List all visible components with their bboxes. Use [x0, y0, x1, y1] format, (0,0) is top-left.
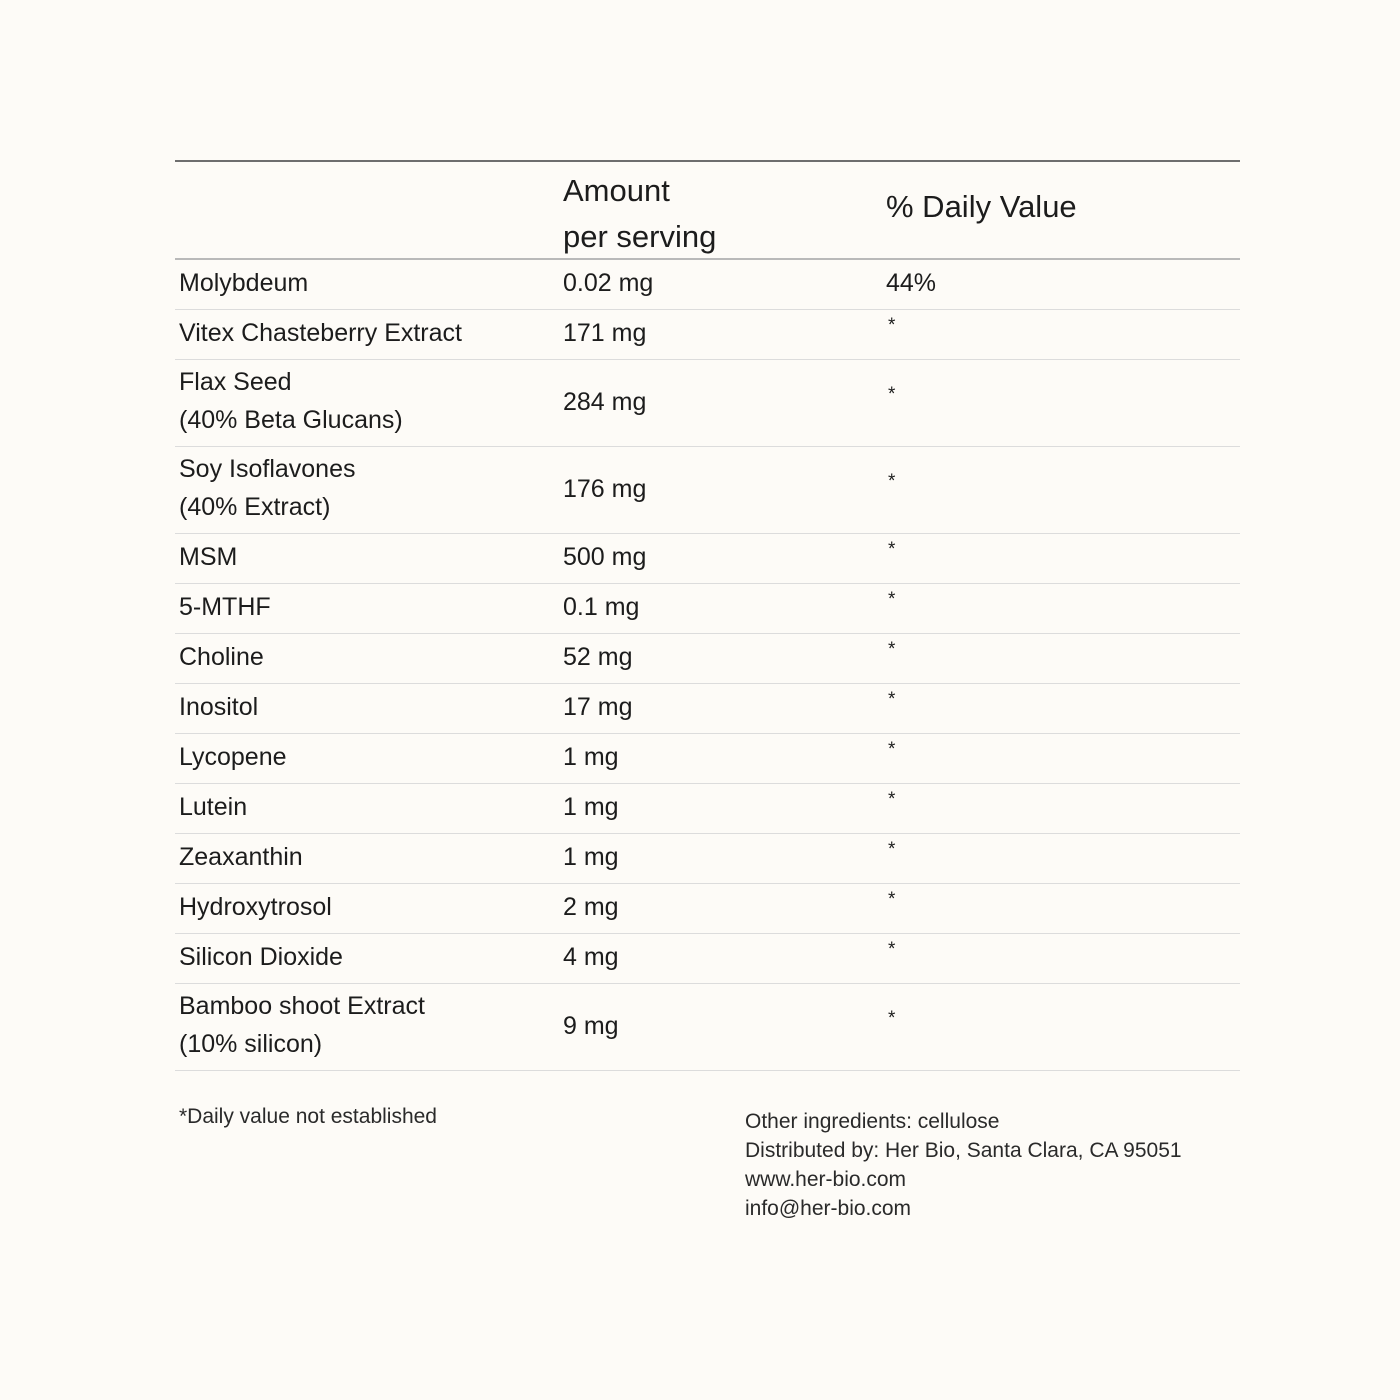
- ingredient-daily-value: *: [888, 384, 896, 405]
- ingredient-daily-value: *: [888, 1008, 896, 1029]
- header-daily-value: % Daily Value: [886, 189, 1077, 224]
- ingredient-name-line: Lycopene: [179, 743, 287, 771]
- table-row: [175, 784, 1240, 834]
- ingredient-daily-value: *: [888, 471, 896, 492]
- ingredient-name-line: Vitex Chasteberry Extract: [179, 319, 462, 347]
- ingredient-name-line: Molybdeum: [179, 269, 309, 297]
- ingredient-name: [175, 584, 563, 633]
- ingredient-name-line: (40% Extract): [179, 493, 331, 521]
- ingredient-name-line: (40% Beta Glucans): [179, 406, 403, 434]
- ingredient-daily-value: *: [888, 889, 896, 910]
- ingredient-name-line: Lutein: [179, 793, 248, 821]
- table-row: [175, 447, 1240, 534]
- ingredient-daily-value-cell: [886, 934, 1240, 983]
- ingredient-name: [175, 447, 563, 533]
- ingredient-name: [175, 310, 563, 359]
- ingredient-daily-value-cell: [886, 984, 1240, 1070]
- ingredient-daily-value: *: [888, 539, 896, 560]
- header-amount-line1: Amount: [563, 173, 670, 208]
- ingredient-amount: 176 mg: [563, 475, 647, 503]
- ingredient-amount: 4 mg: [563, 943, 619, 971]
- table-row: [175, 734, 1240, 784]
- ingredient-name-line: Zeaxanthin: [179, 843, 303, 871]
- ingredient-name-line: Flax Seed: [179, 368, 292, 396]
- table-row: [175, 534, 1240, 584]
- ingredient-daily-value-cell: [886, 584, 1240, 633]
- ingredient-amount: 2 mg: [563, 893, 619, 921]
- ingredient-amount: 0.1 mg: [563, 593, 640, 621]
- ingredient-amount: 284 mg: [563, 388, 647, 416]
- ingredient-daily-value-cell: [886, 834, 1240, 883]
- ingredient-daily-value-cell: [886, 534, 1240, 583]
- ingredient-daily-value: *: [888, 639, 896, 660]
- table-row: [175, 634, 1240, 684]
- ingredient-name: [175, 984, 563, 1070]
- header-amount-line2: per serving: [563, 219, 717, 254]
- table-row: [175, 360, 1240, 447]
- ingredient-name: [175, 260, 563, 309]
- ingredient-amount: 1 mg: [563, 793, 619, 821]
- ingredient-name-line: Inositol: [179, 693, 259, 721]
- ingredient-amount: 1 mg: [563, 743, 619, 771]
- ingredient-name: [175, 634, 563, 683]
- ingredient-name: [175, 934, 563, 983]
- email-line: info@her-bio.com: [745, 1197, 912, 1220]
- ingredient-name-line: (10% silicon): [179, 1030, 323, 1058]
- table-row: [175, 260, 1240, 310]
- ingredient-amount: 17 mg: [563, 693, 633, 721]
- ingredient-name: [175, 834, 563, 883]
- ingredient-daily-value-cell: [886, 784, 1240, 833]
- table-row: [175, 984, 1240, 1071]
- table-row: [175, 584, 1240, 634]
- ingredient-name-line: MSM: [179, 543, 238, 571]
- ingredient-amount: 1 mg: [563, 843, 619, 871]
- ingredient-daily-value-cell: [886, 360, 1240, 446]
- table-body: [175, 260, 1240, 1071]
- ingredient-name: [175, 784, 563, 833]
- ingredient-name: [175, 684, 563, 733]
- ingredient-name-line: Silicon Dioxide: [179, 943, 343, 971]
- ingredient-daily-value: 44%: [886, 269, 937, 297]
- ingredient-daily-value: *: [888, 589, 896, 610]
- ingredient-amount: 0.02 mg: [563, 269, 654, 297]
- website-line: www.her-bio.com: [745, 1168, 907, 1191]
- ingredient-daily-value: *: [888, 315, 896, 336]
- header-name: [175, 162, 563, 258]
- table-row: [175, 934, 1240, 984]
- distributor-line: Distributed by: Her Bio, Santa Clara, CA 95051: [745, 1139, 1182, 1162]
- ingredient-name-line: Soy Isoflavones: [179, 455, 356, 483]
- ingredient-daily-value-cell: [886, 734, 1240, 783]
- ingredient-daily-value: *: [888, 839, 896, 860]
- ingredient-daily-value: *: [888, 739, 896, 760]
- header-amount: [563, 162, 886, 258]
- ingredient-daily-value-cell: [886, 884, 1240, 933]
- ingredient-daily-value-cell: [886, 260, 1240, 309]
- ingredient-daily-value-cell: [886, 447, 1240, 533]
- ingredient-daily-value: *: [888, 939, 896, 960]
- table-row: [175, 884, 1240, 934]
- ingredient-name-line: Bamboo shoot Extract: [179, 992, 425, 1020]
- ingredient-name: [175, 360, 563, 446]
- ingredient-daily-value-cell: [886, 310, 1240, 359]
- ingredient-name: [175, 534, 563, 583]
- table-row: [175, 310, 1240, 360]
- table-row: [175, 684, 1240, 734]
- ingredient-amount: 500 mg: [563, 543, 647, 571]
- ingredient-name: [175, 884, 563, 933]
- ingredient-amount: 52 mg: [563, 643, 633, 671]
- ingredient-name-line: Choline: [179, 643, 264, 671]
- ingredient-amount: 171 mg: [563, 319, 647, 347]
- table-header-row: [175, 162, 1240, 260]
- ingredient-name-line: Hydroxytrosol: [179, 893, 332, 921]
- supplement-facts-table: [175, 160, 1240, 1071]
- ingredient-daily-value-cell: [886, 634, 1240, 683]
- ingredient-daily-value: *: [888, 689, 896, 710]
- ingredient-name-line: 5-MTHF: [179, 593, 271, 621]
- ingredient-daily-value: *: [888, 789, 896, 810]
- other-info-block: [745, 1107, 1182, 1223]
- other-ingredients: Other ingredients: cellulose: [745, 1110, 1000, 1133]
- ingredient-daily-value-cell: [886, 684, 1240, 733]
- table-row: [175, 834, 1240, 884]
- daily-value-footnote: *Daily value not established: [179, 1105, 437, 1128]
- ingredient-name: [175, 734, 563, 783]
- ingredient-amount: 9 mg: [563, 1012, 619, 1040]
